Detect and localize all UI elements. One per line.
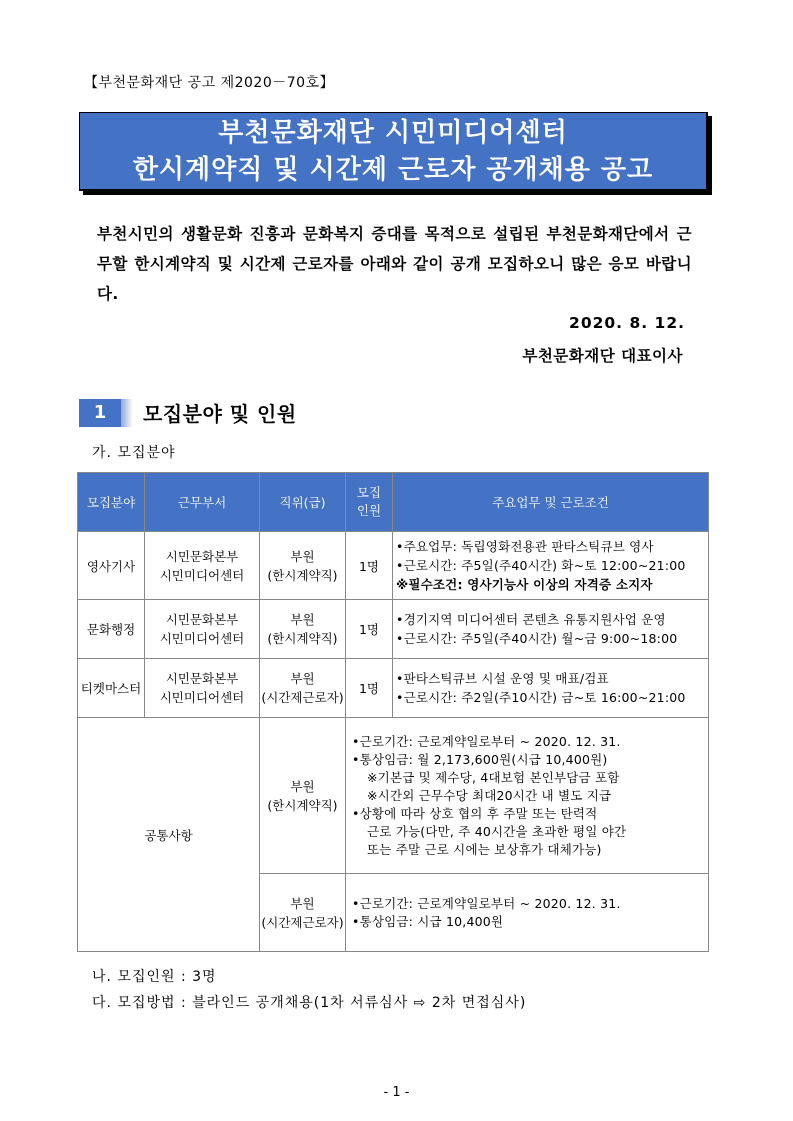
page-number: - 1 - <box>383 1085 410 1100</box>
row-duties <box>393 532 709 600</box>
common-b-position <box>260 874 346 952</box>
common-b-details <box>346 874 709 952</box>
common-b-line: •통상임금: 시급 10,400원 <box>352 913 504 929</box>
row-field: 문화행정 <box>78 600 145 659</box>
subsection-c: 다. 모집방법 : 블라인드 공개채용(1차 서류심사 ⇨ 2차 면접심사) <box>92 995 527 1011</box>
row-duty-2: •근로시간: 주2일(주10시간) 금~토 16:00~21:00 <box>396 690 686 705</box>
row-field: 티켓마스터 <box>78 659 145 718</box>
issuer: 부천문화재단 대표이사 <box>522 347 683 365</box>
common-row-a <box>78 718 709 874</box>
title-line-2: 한시계약직 및 시간제 근로자 공개채용 공고 <box>132 155 654 185</box>
subsection-a: 가. 모집분야 <box>92 445 176 461</box>
header-count-line1: 모집 <box>356 485 382 500</box>
row-position-line2: (시간제근로자) <box>261 690 344 705</box>
row-position <box>260 600 346 659</box>
row-duty-1: •주요업무: 독립영화전용관 판타스틱큐브 영사 <box>396 539 654 554</box>
row-count: 1명 <box>346 659 393 718</box>
common-a-line: •통상임금: 월 2,173,600원(시급 10,400원) <box>352 751 608 767</box>
header-dept: 근무부서 <box>145 473 260 532</box>
common-a-position-line2: (한시계약직) <box>267 797 338 813</box>
common-a-line: •근로기간: 근로계약일로부터 ~ 2020. 12. 31. <box>352 733 621 749</box>
common-b-position-line1: 부원 <box>290 895 315 911</box>
header-position: 직위(급) <box>260 473 346 532</box>
row-position-line1: 부원 <box>290 671 315 686</box>
row-duty-2: •근로시간: 주5일(주40시간) 화~토 12:00~21:00 <box>396 558 686 573</box>
header-duties: 주요업무 및 근로조건 <box>393 473 709 532</box>
common-a-line: •상황에 따라 상호 협의 후 주말 또는 탄력적 <box>352 805 598 821</box>
common-a-line: 근로 가능(다만, 주 40시간을 초과한 평일 야간 <box>367 823 627 839</box>
row-position-line2: (한시계약직) <box>267 567 338 583</box>
subsection-b: 나. 모집인원 : 3명 <box>92 969 217 985</box>
row-dept-line2: 시민미디어센터 <box>159 567 245 583</box>
common-a-line: 또는 주말 근로 시에는 보상휴가 대체가능) <box>367 841 602 857</box>
row-count: 1명 <box>346 600 393 659</box>
common-a-line: ※시간외 근무수당 최대20시간 내 별도 지급 <box>367 787 612 803</box>
row-dept-line2: 시민미디어센터 <box>159 690 245 705</box>
row-dept-line1: 시민문화본부 <box>165 671 239 686</box>
row-duty-1: •판타스틱큐브 시설 운영 및 매표/검표 <box>396 671 609 686</box>
row-dept-line1: 시민문화본부 <box>165 548 239 564</box>
table-row <box>78 532 709 600</box>
common-a-line: ※기본급 및 제수당, 4대보험 본인부담금 포함 <box>367 769 620 785</box>
common-b-line: •근로기간: 근로계약일로부터 ~ 2020. 12. 31. <box>352 895 621 911</box>
row-dept <box>145 659 260 718</box>
row-duty-2: •근로시간: 주5일(주40시간) 월~금 9:00~18:00 <box>396 631 678 646</box>
row-position-line1: 부원 <box>290 548 315 564</box>
row-dept <box>145 532 260 600</box>
section-title: 모집분야 및 인원 <box>143 402 297 426</box>
table-row <box>78 600 709 659</box>
row-position <box>260 532 346 600</box>
notice-number: 【부천문화재단 공고 제2020－70호】 <box>84 75 335 91</box>
row-field: 영사기사 <box>78 532 145 600</box>
common-a-position-line1: 부원 <box>290 778 315 794</box>
intro-paragraph: 부천시민의 생활문화 진흥과 문화복지 증대를 목적으로 설립된 부천문화재단에서 근무할 한시계약직 및 시간제 근로자를 아래와 같이 공개 모집하오니 많은 응모 바랍니다. <box>97 225 692 303</box>
row-dept-line1: 시민문화본부 <box>165 612 239 627</box>
header-field: 모집분야 <box>78 473 145 532</box>
header-count-line2: 인원 <box>356 503 382 518</box>
recruitment-table <box>77 472 709 952</box>
row-count: 1명 <box>346 532 393 600</box>
table-header-row <box>78 473 709 532</box>
common-label: 공통사항 <box>78 718 260 952</box>
table-row <box>78 659 709 718</box>
announcement-date: 2020. 8. 12. <box>569 314 685 332</box>
title-banner <box>79 112 708 191</box>
common-b-position-line2: (시간제근로자) <box>261 914 344 930</box>
section-badge-shade <box>121 399 133 427</box>
row-duty-1: •경기지역 미디어센터 콘텐츠 유통지원사업 운영 <box>396 612 666 627</box>
title-line-1: 부천문화재단 시민미디어센터 <box>218 118 568 148</box>
row-position-line2: (한시계약직) <box>267 631 338 646</box>
common-a-position <box>260 718 346 874</box>
common-a-details <box>346 718 709 874</box>
row-duty-3: ※필수조건: 영사기능사 이상의 자격증 소지자 <box>396 577 653 592</box>
row-dept <box>145 600 260 659</box>
row-duties <box>393 659 709 718</box>
row-position-line1: 부원 <box>290 612 315 627</box>
header-count <box>346 473 393 532</box>
row-dept-line2: 시민미디어센터 <box>159 631 245 646</box>
section-number-badge: 1 <box>79 399 121 427</box>
row-duties <box>393 600 709 659</box>
row-position <box>260 659 346 718</box>
